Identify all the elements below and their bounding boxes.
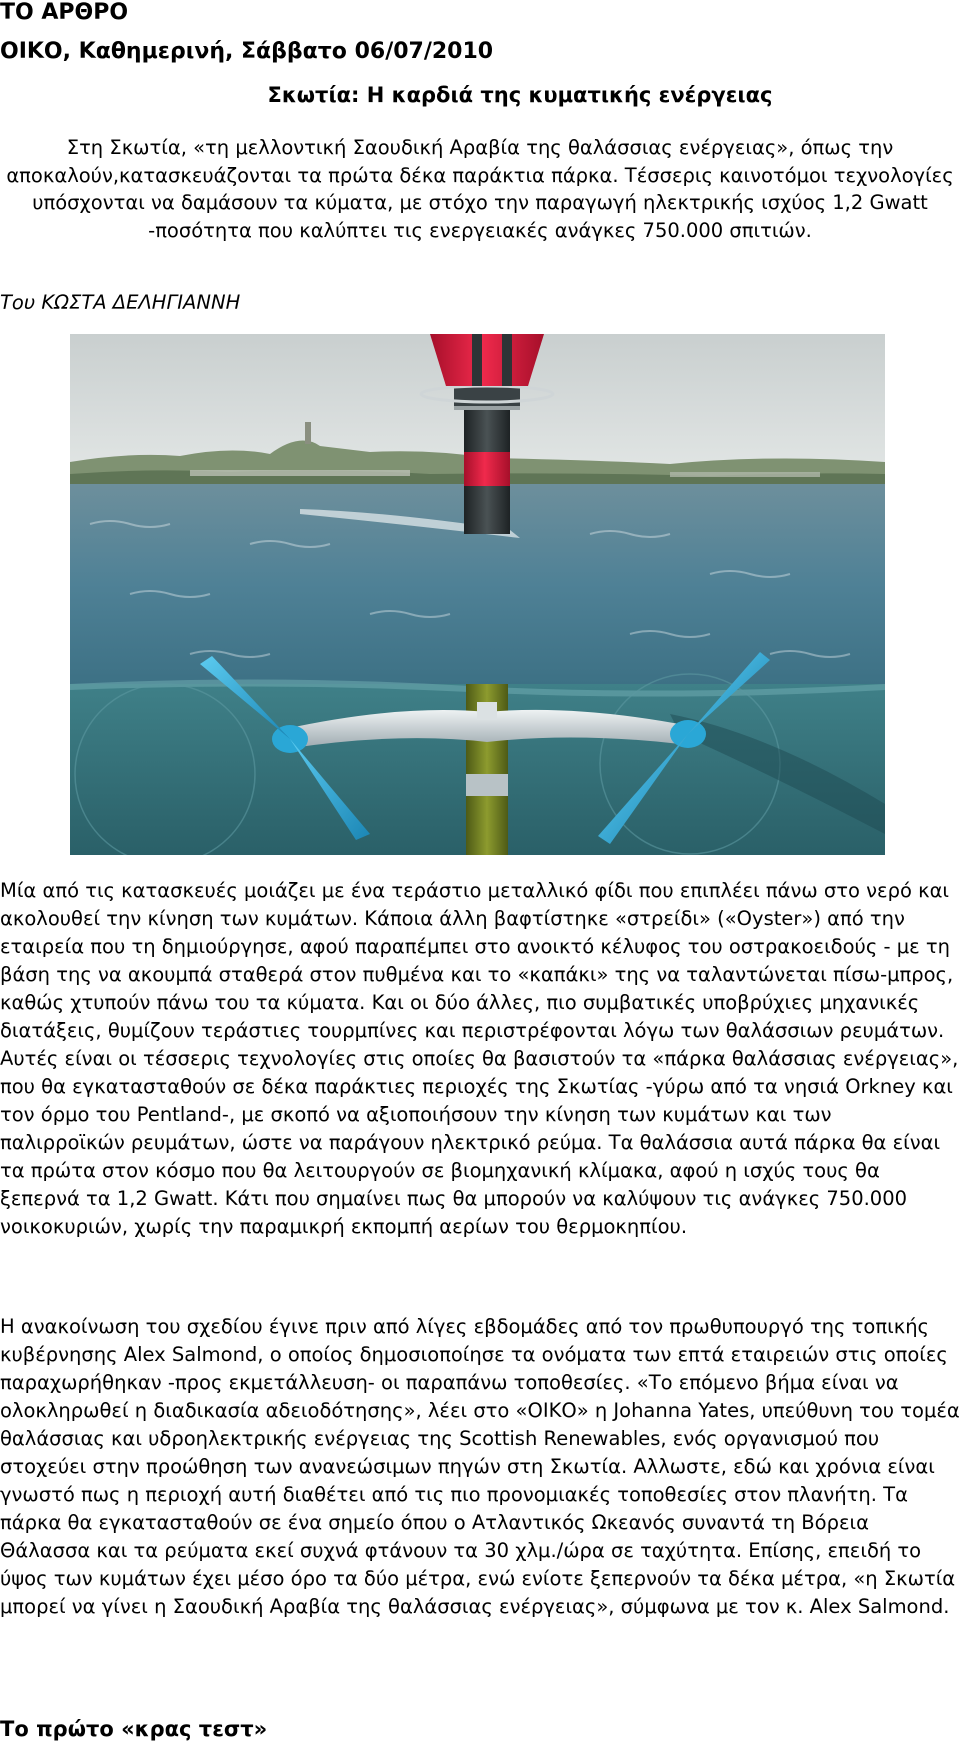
source-line: ΟΙΚΟ, Καθημερινή, Σάββατο 06/07/2010 (0, 39, 494, 64)
article-byline: Του ΚΩΣΤΑ ΔΕΛΗΓΙΑΝΝΗ (0, 291, 241, 314)
article-paragraph-2: Η ανακοίνωση του σχεδίου έγινε πριν από λίγες εβδομάδες από τον πρωθυπουργό της τοπικής κυβέρνησης Alex Salmond, ο οποίος δημοσιοποίησε τα ονόματα των επτά εταιρειών στις οποίες παραχωρήθηκαν -προς εκμετάλλευση- οι παραπάνω τοποθεσίες. «Το επόμενο βήμα είναι να ολοκληρωθεί η διαδικασία αδειοδότησης», λέει στο «ΟΙΚΟ» η Johanna Yates, υπεύθυνη του τομέα θαλάσσιας και υδροηλεκτρικής ενέργειας της Scottish Renewables, ενός οργανισμού που στοχεύει στην προώθηση των ανανεώσιμων πηγών στη Σκωτία. Αλλωστε, εδώ και χρόνια είναι γνωστό πως η περιοχή αυτή διαθέτει από τις πιο προνομιακές τοποθεσίες στον πλανήτη. Τα πάρκα θα εγκατασταθούν σε ένα σημείο όπου ο Ατλαντικός Ωκεανός συναντά τη Βόρεια Θάλασσα και τα ρεύματα εκεί συχνά φτάνουν τα 30 χλμ./ώρα σε ταχύτητα. Επίσης, επειδή το ύψος των κυμάτων έχει μέσο όρο τα δύο μέτρα, ενώ ενίοτε ξεπερνούν τα δέκα μέτρα, «η Σκωτία μπορεί να γίνει η Σαουδική Αραβία της θαλάσσιας ενέργειας», σύμφωνα με τον κ. Alex Salmond. (0, 1315, 960, 1618)
article-headline: Σκωτία: Η καρδιά της κυματικής ενέργειας (267, 83, 773, 107)
article-subheading: Το πρώτο «κρας τεστ» (0, 1717, 268, 1741)
section-label: ΤΟ ΑΡΘΡΟ (0, 0, 129, 25)
article-lead: Στη Σκωτία, «τη μελλοντική Σαουδική Αραβία της θαλάσσιας ενέργειας», όπως την αποκαλούν,κατασκευάζονται τα πρώτα δέκα παράκτια πάρκα. Τέσσερις καινοτόμοι τεχνολογίες υπόσχονται να δαμάσουν τα κύματα, με στόχο την παραγωγή ηλεκτρικής ισχύος 1,2 Gwatt -ποσότητα που καλύπτει τις ενεργειακές ανάγκες 750.000 σπιτιών. (6, 136, 954, 242)
tidal-turbine-illustration (70, 334, 885, 855)
tidal-turbine-photo (70, 334, 885, 855)
article-paragraph-1: Μία από τις κατασκευές μοιάζει με ένα τεράστιο μεταλλικό φίδι που επιπλέει πάνω στο νερό και ακολουθεί την κίνηση των κυμάτων. Κάποια άλλη βαφτίστηκε «στρείδι» («Oyster») από την εταιρεία που τη δημιούργησε, αφού παραπέμπει στο ανοικτό κέλυφος του οστρακοειδούς - με τη βάση της να ακουμπά σταθερά στον πυθμένα και το «καπάκι» της να ταλαντώνεται πίσω-μπρος, καθώς χτυπούν πάνω του τα κύματα. Και οι δύο άλλες, πιο συμβατικές υποβρύχιες μηχανικές διατάξεις, θυμίζουν τεράστιες τουρμπίνες και περιστρέφονται λόγω των θαλάσσιων ρευμάτων. Αυτές είναι οι τέσσερις τεχνολογίες στις οποίες θα βασιστούν τα «πάρκα θαλάσσιας ενέργειας», που θα εγκατασταθούν σε δέκα παράκτιες περιοχές της Σκωτίας -γύρω από τα νησιά Orkney και τον όρμο του Pentland-, με σκοπό να αξιοποιήσουν την κίνηση των κυμάτων και των παλιρροϊκών ρευμάτων, ώστε να παράγουν ηλεκτρικό ρεύμα. Τα θαλάσσια αυτά πάρκα θα είναι τα πρώτα στον κόσμο που θα λειτουργούν σε βιομηχανική κλίμακα, αφού η ισχύς τους θα ξεπερνά τα 1,2 Gwatt. Κάτι που σημαίνει πως θα μπορούν να καλύψουν τις ανάγκες 750.000 νοικοκυριών, χωρίς την παραμικρή εκπομπή αερίων του θερμοκηπίου. (0, 879, 959, 1238)
